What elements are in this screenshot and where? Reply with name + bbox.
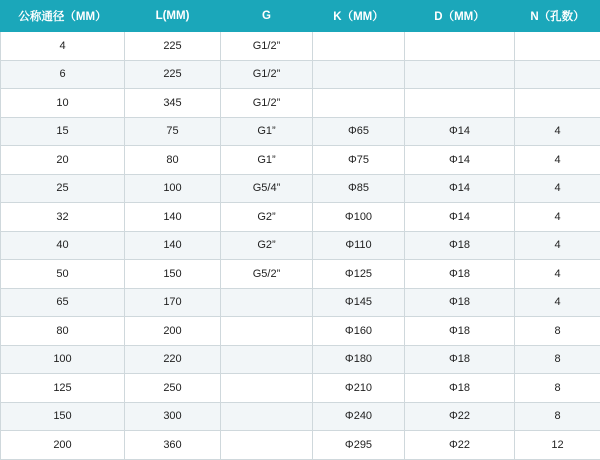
- cell-k: Φ85: [313, 174, 405, 203]
- cell-k: [313, 32, 405, 61]
- column-header-l: L(MM): [125, 1, 221, 32]
- cell-l: 75: [125, 117, 221, 146]
- cell-n: [515, 60, 600, 89]
- cell-n: 4: [515, 288, 600, 317]
- cell-nominal-diameter: 20: [1, 146, 125, 175]
- cell-g: [221, 374, 313, 403]
- cell-l: 250: [125, 374, 221, 403]
- cell-k: [313, 89, 405, 118]
- cell-nominal-diameter: 32: [1, 203, 125, 232]
- cell-l: 345: [125, 89, 221, 118]
- table-row: [1, 60, 600, 89]
- cell-n: 4: [515, 146, 600, 175]
- column-header-d: D（MM）: [405, 1, 515, 32]
- cell-nominal-diameter: 65: [1, 288, 125, 317]
- cell-d: Φ18: [405, 374, 515, 403]
- cell-k: Φ110: [313, 231, 405, 260]
- cell-d: [405, 60, 515, 89]
- table-header-row: [1, 1, 600, 32]
- cell-d: Φ18: [405, 345, 515, 374]
- column-header-g: G: [221, 1, 313, 32]
- cell-nominal-diameter: 6: [1, 60, 125, 89]
- table-row: [1, 231, 600, 260]
- table-row: [1, 317, 600, 346]
- cell-g: G1/2”: [221, 89, 313, 118]
- column-header-nominal-diameter: 公称通径（MM）: [1, 1, 125, 32]
- cell-g: G1/2”: [221, 32, 313, 61]
- cell-d: [405, 32, 515, 61]
- cell-l: 150: [125, 260, 221, 289]
- cell-k: Φ160: [313, 317, 405, 346]
- cell-g: [221, 431, 313, 460]
- cell-k: Φ75: [313, 146, 405, 175]
- column-header-k: K（MM）: [313, 1, 405, 32]
- cell-g: [221, 317, 313, 346]
- table-header: [1, 1, 600, 32]
- table-row: [1, 260, 600, 289]
- cell-k: Φ210: [313, 374, 405, 403]
- table-row: [1, 203, 600, 232]
- table-row: [1, 345, 600, 374]
- cell-nominal-diameter: 150: [1, 402, 125, 431]
- cell-l: 80: [125, 146, 221, 175]
- cell-d: Φ14: [405, 203, 515, 232]
- table-row: [1, 146, 600, 175]
- cell-n: 4: [515, 260, 600, 289]
- cell-l: 225: [125, 32, 221, 61]
- cell-n: 4: [515, 203, 600, 232]
- cell-nominal-diameter: 80: [1, 317, 125, 346]
- cell-nominal-diameter: 125: [1, 374, 125, 403]
- cell-k: Φ240: [313, 402, 405, 431]
- cell-k: Φ180: [313, 345, 405, 374]
- cell-nominal-diameter: 40: [1, 231, 125, 260]
- table-row: [1, 374, 600, 403]
- table-body: [1, 32, 600, 460]
- cell-l: 360: [125, 431, 221, 460]
- cell-n: [515, 89, 600, 118]
- cell-d: Φ14: [405, 117, 515, 146]
- cell-d: Φ14: [405, 146, 515, 175]
- table-row: [1, 174, 600, 203]
- cell-g: G5/2”: [221, 260, 313, 289]
- table-row: [1, 402, 600, 431]
- cell-k: Φ145: [313, 288, 405, 317]
- cell-n: 8: [515, 345, 600, 374]
- cell-k: Φ100: [313, 203, 405, 232]
- cell-l: 140: [125, 203, 221, 232]
- cell-k: [313, 60, 405, 89]
- cell-l: 300: [125, 402, 221, 431]
- cell-k: Φ125: [313, 260, 405, 289]
- cell-d: Φ18: [405, 260, 515, 289]
- cell-k: Φ295: [313, 431, 405, 460]
- cell-n: 8: [515, 317, 600, 346]
- cell-nominal-diameter: 10: [1, 89, 125, 118]
- cell-d: Φ18: [405, 231, 515, 260]
- cell-g: [221, 402, 313, 431]
- cell-g: [221, 288, 313, 317]
- cell-l: 225: [125, 60, 221, 89]
- cell-g: G1/2”: [221, 60, 313, 89]
- cell-k: Φ65: [313, 117, 405, 146]
- cell-g: G1”: [221, 117, 313, 146]
- cell-nominal-diameter: 50: [1, 260, 125, 289]
- table-row: [1, 431, 600, 460]
- cell-d: Φ22: [405, 431, 515, 460]
- table-row: [1, 32, 600, 61]
- cell-l: 140: [125, 231, 221, 260]
- cell-d: [405, 89, 515, 118]
- cell-nominal-diameter: 15: [1, 117, 125, 146]
- cell-n: 4: [515, 231, 600, 260]
- cell-g: [221, 345, 313, 374]
- cell-l: 220: [125, 345, 221, 374]
- table-row: [1, 89, 600, 118]
- cell-g: G1”: [221, 146, 313, 175]
- cell-n: 8: [515, 402, 600, 431]
- cell-l: 100: [125, 174, 221, 203]
- cell-n: 8: [515, 374, 600, 403]
- cell-n: 4: [515, 174, 600, 203]
- cell-nominal-diameter: 25: [1, 174, 125, 203]
- cell-nominal-diameter: 200: [1, 431, 125, 460]
- cell-g: G5/4”: [221, 174, 313, 203]
- table-row: [1, 117, 600, 146]
- cell-n: [515, 32, 600, 61]
- table-row: [1, 288, 600, 317]
- cell-d: Φ18: [405, 288, 515, 317]
- cell-l: 200: [125, 317, 221, 346]
- cell-n: 4: [515, 117, 600, 146]
- cell-g: G2”: [221, 203, 313, 232]
- cell-l: 170: [125, 288, 221, 317]
- cell-d: Φ18: [405, 317, 515, 346]
- cell-g: G2”: [221, 231, 313, 260]
- column-header-n: N（孔数）: [515, 1, 600, 32]
- cell-nominal-diameter: 4: [1, 32, 125, 61]
- cell-nominal-diameter: 100: [1, 345, 125, 374]
- cell-d: Φ14: [405, 174, 515, 203]
- cell-d: Φ22: [405, 402, 515, 431]
- cell-n: 12: [515, 431, 600, 460]
